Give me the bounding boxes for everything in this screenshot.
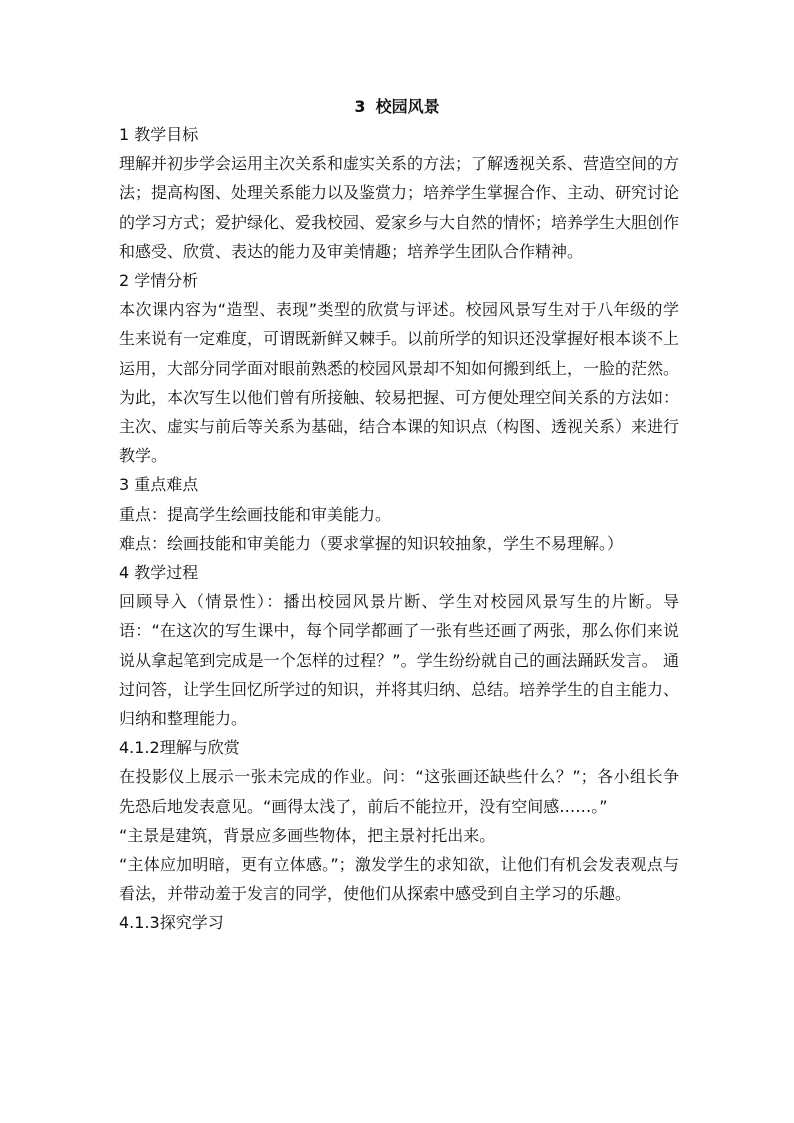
document-body <box>119 120 679 938</box>
paragraph: 重点：提高学生绘画技能和审美能力。 <box>119 504 392 524</box>
paragraph: 本次课内容为“造型、表现”类型的欣赏与评述。校园风景写生对于八年级的学生来说有一定难度，可谓既新鲜又棘手。以前所学的知识还没掌握好根本谈不上运用，大部分同学面对眼前熟悉的校园风景却不知如何搬到纸上，一脸的茫然。为此，本次写生以他们曾有所接触、较易把握、可方便处理空间关系的方法如：主次、虚实与前后等关系为基础，结合本课的知识点（构图、透视关系）来进行教学。 <box>119 300 680 466</box>
paragraph: “主体应加明暗，更有立体感。”；激发学生的求知欲，让他们有机会发表观点与看法，并带动羞于发言的同学，使他们从探索中感受到自主学习的乐趣。 <box>119 855 679 904</box>
section-heading: 4 教学过程 <box>119 563 199 583</box>
paragraph: “主景是建筑，背景应多画些物体，把主景衬托出来。 <box>119 825 496 845</box>
section-heading: 4.1.2理解与欣赏 <box>119 738 240 758</box>
paragraph: 理解并初步学会运用主次关系和虚实关系的方法；了解透视关系、营造空间的方法；提高构图、处理关系能力以及鉴赏力；培养学生掌握合作、主动、研究讨论的学习方式；爱护绿化、爱我校园、爱家乡与大自然的情怀；培养学生大胆创作和感受、欣赏、表达的能力及审美情趣；培养学生团队合作精神。 <box>119 154 680 261</box>
paragraph: 回顾导入（情景性）：播出校园风景片断、学生对校园风景写生的片断。导语：“在这次的写生课中，每个同学都画了一张有些还画了两张，那么你们来说说从拿起笔到完成是一个怎样的过程？”。学生纷纷就自己的画法踊跃发言。 通过问答，让学生回忆所学过的知识，并将其归纳、总结。培养学生的自主能力、归纳和整理能力。 <box>119 592 680 729</box>
paragraph: 难点：绘画技能和审美能力（要求掌握的知识较抽象，学生不易理解。） <box>119 533 624 553</box>
page-title <box>0 93 794 121</box>
section-heading: 1 教学目标 <box>119 125 199 144</box>
section-heading: 2 学情分析 <box>119 271 199 291</box>
paragraph: 在投影仪上展示一张未完成的作业。问：“这张画还缺些什么？”；各小组长争先恐后地发表意见。“画得太浅了，前后不能拉开，没有空间感……。” <box>119 767 679 816</box>
title-text: 校园风景 <box>375 97 440 116</box>
title-number: 3 <box>354 97 366 116</box>
section-heading: 4.1.3探究学习 <box>119 913 224 933</box>
section-heading: 3 重点难点 <box>119 475 199 495</box>
